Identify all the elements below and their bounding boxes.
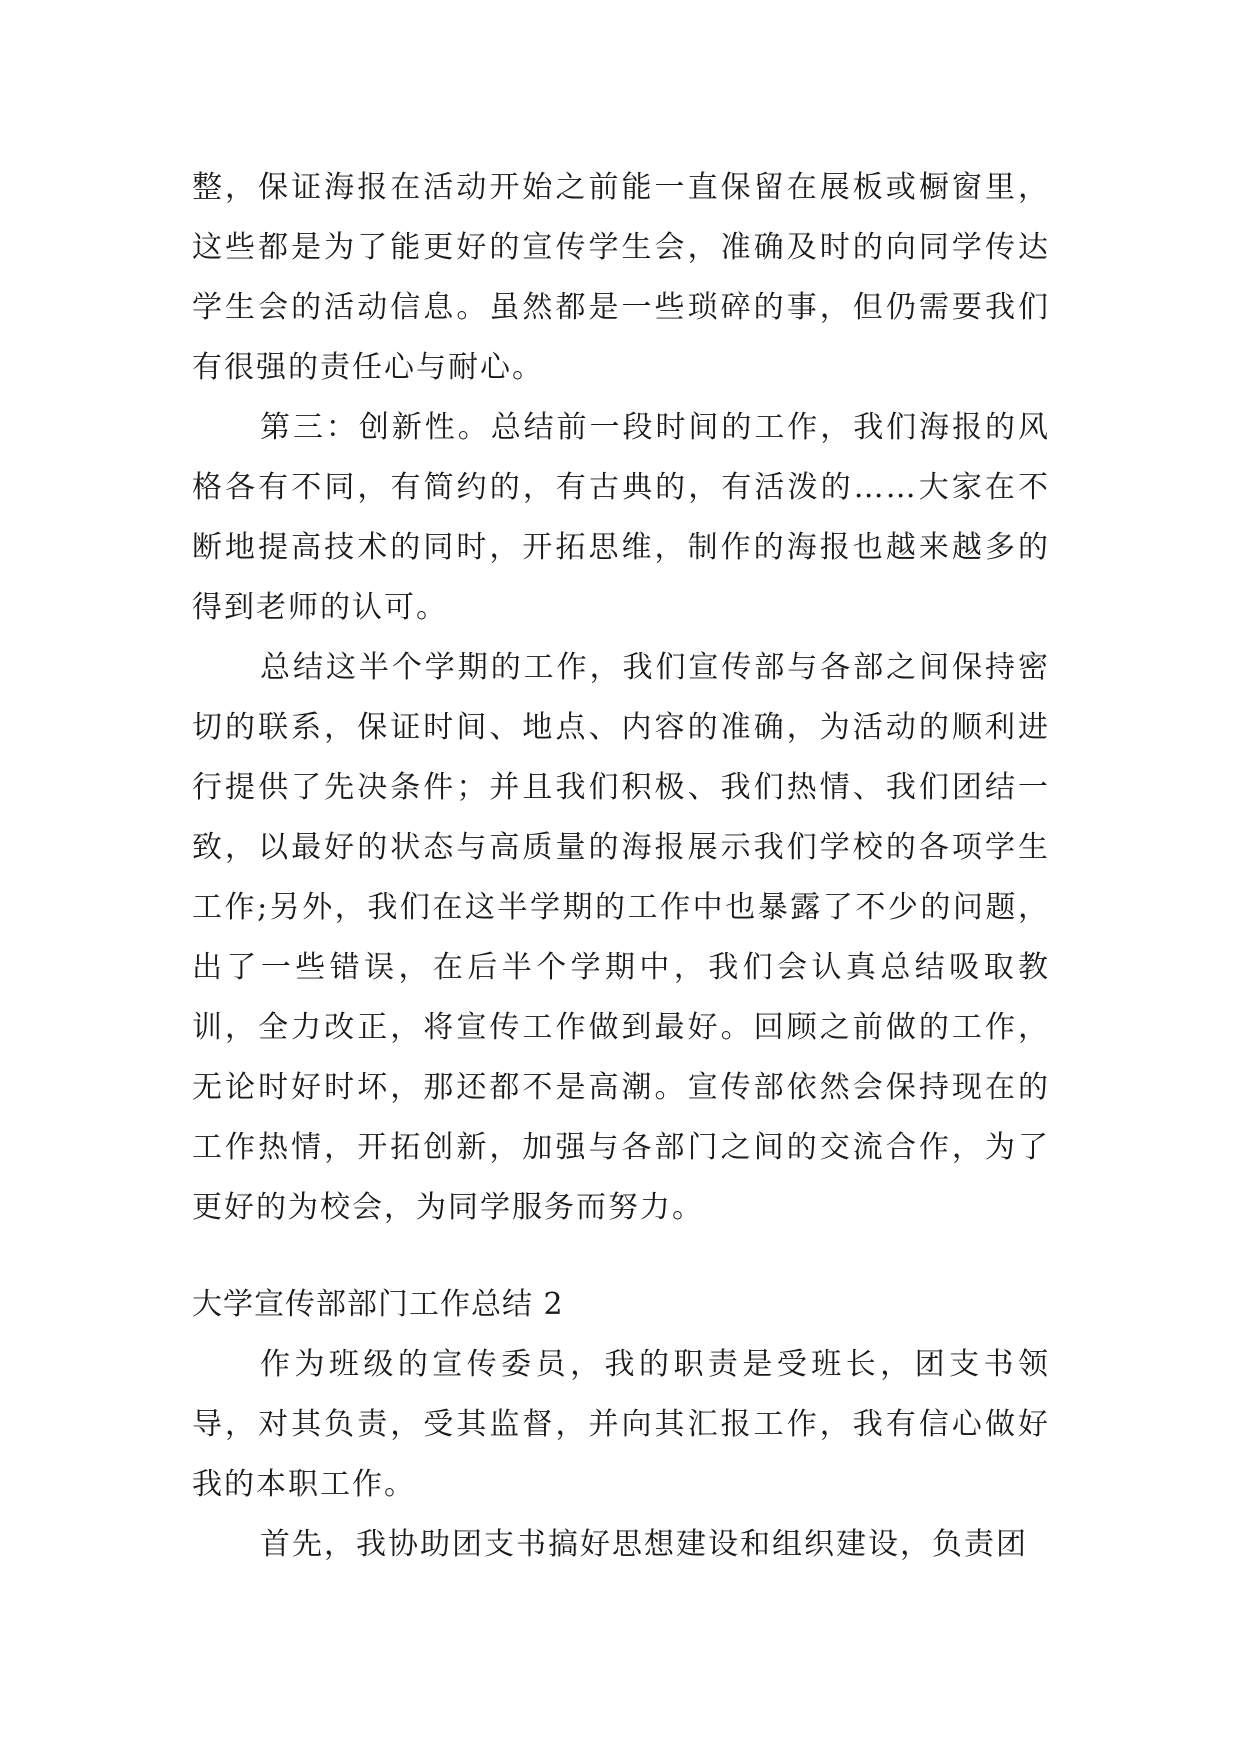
body-paragraph-1: 整，保证海报在活动开始之前能一直保留在展板或橱窗里，这些都是为了能更好的宣传学生会，准确及时的向同学传达学生会的活动信息。虽然都是一些琐碎的事，但仍需要我们有很强的责任心与耐心。 xyxy=(192,170,1050,385)
document-body xyxy=(192,158,1050,1575)
section-heading: 大学宣传部部门工作总结 2 xyxy=(192,1287,564,1322)
body-paragraph-2: 第三：创新性。总结前一段时间的工作，我们海报的风格各有不同，有简约的，有古典的，有活泼的……大家在不断地提高技术的同时，开拓思维，制作的海报也越来越多的得到老师的认可。 xyxy=(192,410,1050,625)
body-paragraph-3: 总结这半个学期的工作，我们宣传部与各部之间保持密切的联系，保证时间、地点、内容的准确，为活动的顺利进行提供了先决条件；并且我们积极、我们热情、我们团结一致，以最好的状态与高质量的海报展示我们学校的各项学生工作;另外，我们在这半学期的工作中也暴露了不少的问题，出了一些错误，在后半个学期中，我们会认真总结吸取教训，全力改正，将宣传工作做到最好。回顾之前做的工作，无论时好时坏，那还都不是高潮。宣传部依然会保持现在的工作热情，开拓创新，加强与各部门之间的交流合作，为了更好的为校会，为同学服务而努力。 xyxy=(192,650,1050,1225)
section-paragraph-1: 作为班级的宣传委员，我的职责是受班长，团支书领导，对其负责，受其监督，并向其汇报工作，我有信心做好我的本职工作。 xyxy=(192,1347,1050,1502)
section-paragraph-2: 首先，我协助团支书搞好思想建设和组织建设，负责团 xyxy=(260,1527,1028,1562)
